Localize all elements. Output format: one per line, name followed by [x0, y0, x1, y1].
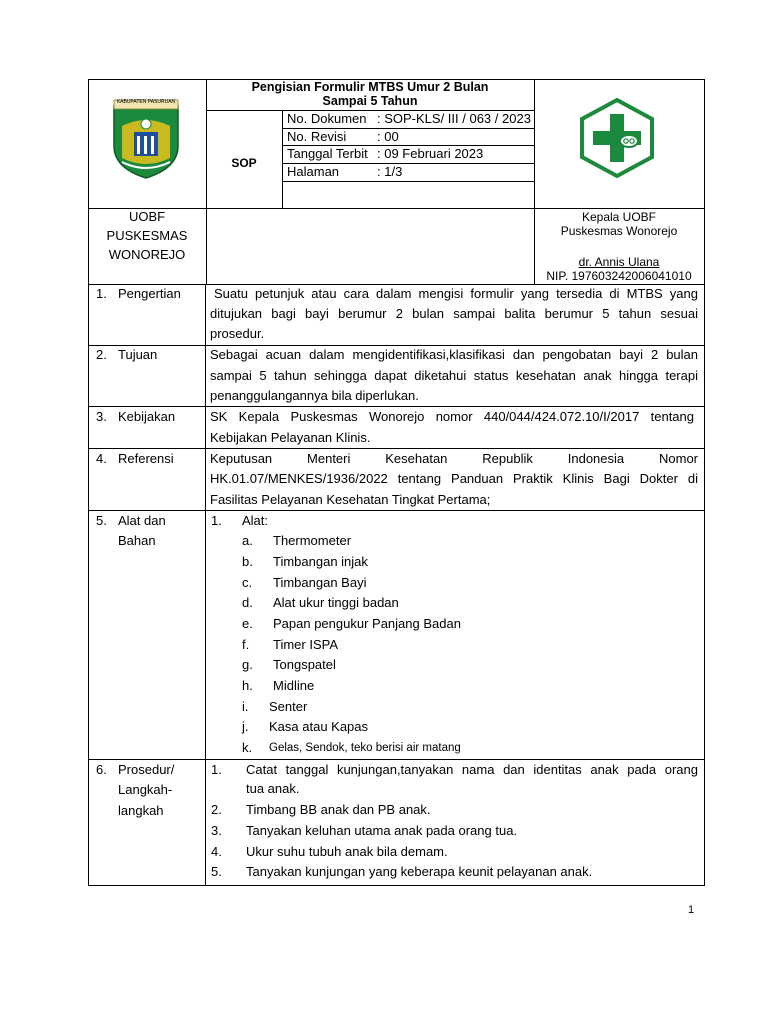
step-text: Tanyakan kunjungan yang keberapa keunit pelayanan anak. — [246, 864, 593, 879]
row-label-kebijakan: Kebijakan — [118, 409, 176, 424]
alat-head: Alat: — [242, 513, 269, 528]
step-text: tua anak. — [246, 781, 300, 796]
document-title-line1: Pengisian Formulir MTBS Umur 2 Bulan — [251, 80, 489, 94]
step-number: 1. — [211, 762, 222, 777]
list-item: Midline — [273, 678, 315, 693]
row-label-alat: Alat dan — [118, 513, 166, 528]
tujuan-text: Sebagai acuan dalam mengidentifikasi,klasifikasi dan pengobatan bayi 2 bulan — [210, 347, 698, 362]
alat-head-number: 1. — [211, 513, 222, 528]
row-number: 4. — [96, 451, 107, 466]
kebijakan-text: SK Kepala Puskesmas Wonorejo nomor 440/044/424.072.10/I/2017 tentang — [210, 409, 694, 424]
step-number: 2. — [211, 802, 222, 817]
row-number: 1. — [96, 286, 107, 301]
referensi-text: Fasilitas Pelayanan Kesehatan Tingkat Pertama; — [210, 492, 491, 507]
sign-title: Kepala UOBF — [581, 210, 657, 224]
row-label-langkah: Langkah- — [118, 782, 173, 797]
pengertian-text: prosedur. — [210, 326, 265, 341]
list-item-letter: i. — [242, 699, 249, 714]
list-item-letter: e. — [242, 616, 253, 631]
org-line3: WONOREJO — [108, 247, 186, 262]
referensi-text: HK.01.07/MENKES/1936/2022 tentang Panduan Praktik Klinis Bagi Dokter di — [210, 471, 698, 486]
meta-label-rev: No. Revisi — [287, 129, 347, 144]
sop-label: SOP — [231, 156, 257, 170]
list-item: Timbangan Bayi — [273, 575, 367, 590]
referensi-text: Keputusan Menteri Kesehatan Republik Indonesia Nomor — [210, 451, 698, 466]
list-item: Tongspatel — [273, 657, 336, 672]
document-title-line2: Sampai 5 Tahun — [322, 94, 418, 108]
regency-logo — [106, 96, 186, 180]
meta-value-doc: : SOP-KLS/ III / 063 / 2023 — [377, 111, 531, 126]
step-text: Tanyakan keluhan utama anak pada orang tua. — [246, 823, 518, 838]
step-number: 5. — [211, 864, 222, 879]
row-label-tujuan: Tujuan — [118, 347, 158, 362]
step-number: 3. — [211, 823, 222, 838]
tujuan-text: sampai 5 tahun sehingga dapat diketahui status kesehatan anak hingga terapi — [210, 368, 698, 383]
puskesmas-logo — [576, 97, 658, 179]
list-item-letter: j. — [242, 719, 249, 734]
list-item: Gelas, Sendok, teko berisi air matang — [269, 742, 461, 754]
list-item: Senter — [269, 699, 308, 714]
meta-value-date: : 09 Februari 2023 — [377, 146, 484, 161]
list-item: Thermometer — [273, 533, 352, 548]
list-item-letter: k. — [242, 740, 253, 755]
meta-label-page: Halaman — [287, 164, 340, 179]
row-label-bahan: Bahan — [118, 533, 156, 548]
signer-nip: NIP. 197603242006041010 — [546, 269, 692, 283]
kebijakan-text: Kebijakan Pelayanan Klinis. — [210, 430, 371, 445]
row-number: 2. — [96, 347, 107, 362]
list-item-letter: b. — [242, 554, 253, 569]
list-item: Kasa atau Kapas — [269, 719, 369, 734]
list-item: Timer ISPA — [273, 637, 339, 652]
list-item: Alat ukur tinggi badan — [273, 595, 399, 610]
step-text: Ukur suhu tubuh anak bila demam. — [246, 844, 448, 859]
step-text: Timbang BB anak dan PB anak. — [246, 802, 431, 817]
step-text: Catat tanggal kunjungan,tanyakan nama dan identitas anak pada orang — [246, 762, 698, 777]
sign-org: Puskesmas Wonorejo — [560, 224, 678, 238]
pengertian-text: Suatu petunjuk atau cara dalam mengisi formulir yang tersedia di MTBS yang — [214, 286, 698, 301]
meta-value-page: : 1/3 — [377, 164, 403, 179]
page-number: 1 — [688, 904, 695, 916]
signer-name: dr. Annis Ulana — [578, 255, 660, 269]
tujuan-text: penanggulangannya bila diperlukan. — [210, 388, 419, 403]
list-item-letter: c. — [242, 575, 253, 590]
row-label-pengertian: Pengertian — [118, 286, 181, 301]
list-item-letter: d. — [242, 595, 253, 610]
list-item-letter: a. — [242, 533, 253, 548]
row-label-prosedur: Prosedur/ — [118, 762, 175, 777]
meta-value-rev: : 00 — [377, 129, 399, 144]
list-item-letter: h. — [242, 678, 253, 693]
row-number: 6. — [96, 762, 107, 777]
list-item-letter: f. — [242, 637, 250, 652]
list-item: Papan pengukur Panjang Badan — [273, 616, 461, 631]
row-label-referensi: Referensi — [118, 451, 174, 466]
step-number: 4. — [211, 844, 222, 859]
list-item-letter: g. — [242, 657, 253, 672]
row-number: 5. — [96, 513, 107, 528]
regency-logo-text: KABUPATEN PASURUAN — [116, 99, 176, 105]
list-item: Timbangan injak — [273, 554, 368, 569]
row-number: 3. — [96, 409, 107, 424]
org-line2: PUSKESMAS — [106, 228, 188, 243]
pengertian-text: ditujukan bagi bayi berumur 2 bulan sampai balita berumur 5 tahun sesuai — [210, 306, 698, 321]
org-line1: UOBF — [128, 209, 166, 224]
row-label-langkah2: langkah — [118, 803, 164, 818]
meta-label-date: Tanggal Terbit — [287, 146, 368, 161]
meta-label-doc: No. Dokumen — [287, 111, 367, 126]
